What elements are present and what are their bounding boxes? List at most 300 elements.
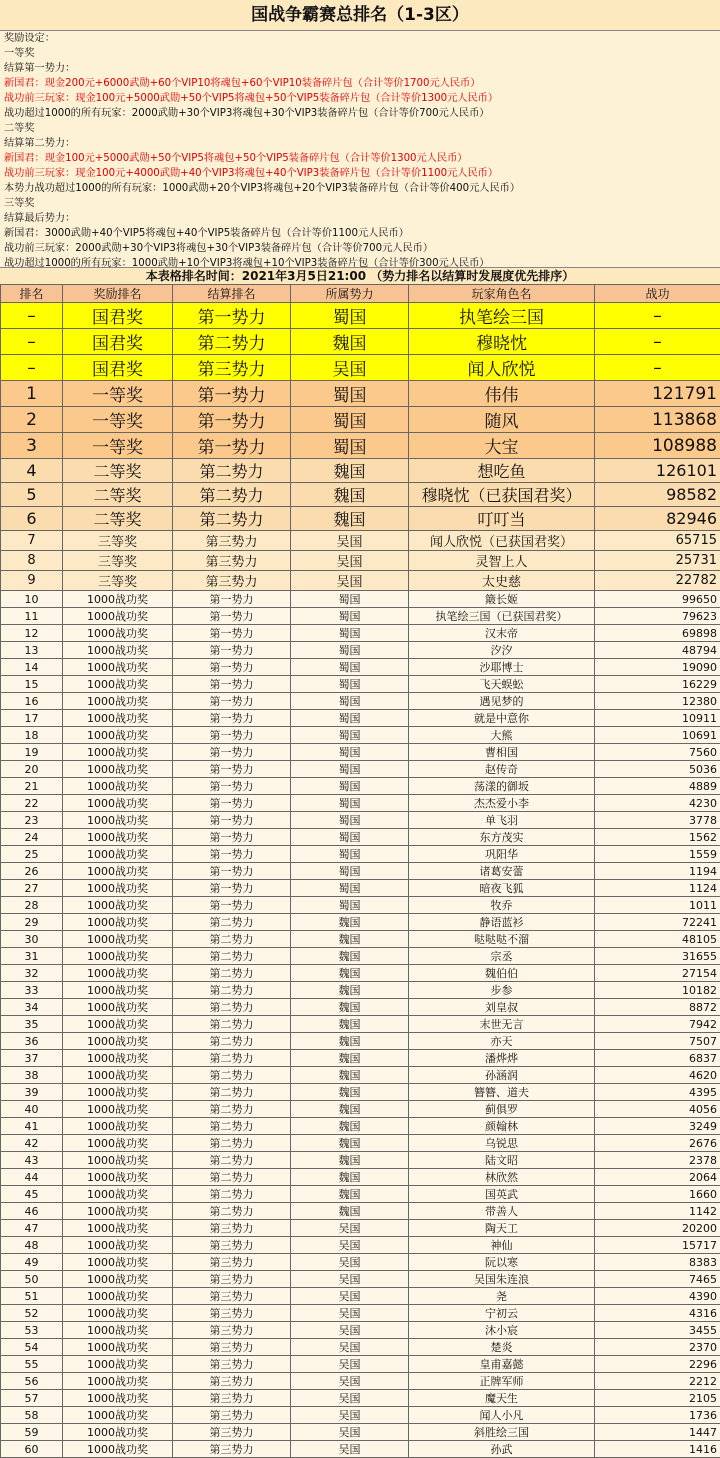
cell-rank: 5 [1,483,63,507]
table-row [1,965,720,982]
cell-player-name: 宁初云 [409,1305,595,1322]
cell-settle: 第一势力 [173,812,291,829]
cell-player-name: 闻人欣悦（已获国君奖） [409,531,595,551]
cell-player-name: 沙耶博士 [409,659,595,676]
cell-player-name: 乌锐思 [409,1135,595,1152]
cell-merit: 27154 [595,965,720,982]
table-row [1,863,720,880]
cell-faction: 魏国 [291,931,409,948]
cell-faction: 蜀国 [291,812,409,829]
cell-player-name: 大宝 [409,433,595,459]
cell-faction: 蜀国 [291,727,409,744]
cell-player-name: 赵传奇 [409,761,595,778]
cell-merit: 48105 [595,931,720,948]
cell-faction: 吴国 [291,1407,409,1424]
cell-settle: 第二势力 [173,948,291,965]
cell-rank: 49 [1,1254,63,1271]
table-row [1,1305,720,1322]
cell-player-name: 执笔绘三国 [409,303,595,329]
cell-faction: 吴国 [291,1441,409,1458]
cell-award: 1000战功奖 [63,1050,173,1067]
cell-settle: 第一势力 [173,659,291,676]
cell-player-name: 穆晓忱 [409,329,595,355]
cell-player-name: 东方茂实 [409,829,595,846]
rules-line: 战功超过1000的所有玩家：2000武勋+30个VIP3将魂包+30个VIP3装备碎片包（合计等价700元人民币） [4,106,716,121]
cell-settle: 第三势力 [173,1237,291,1254]
cell-merit: 121791 [595,381,720,407]
cell-settle: 第二势力 [173,1186,291,1203]
cell-merit: 113868 [595,407,720,433]
cell-merit: 22782 [595,571,720,591]
header-faction: 所属势力 [291,285,409,303]
cell-faction: 魏国 [291,948,409,965]
cell-rank: 52 [1,1305,63,1322]
cell-rank: 24 [1,829,63,846]
cell-award: 一等奖 [63,381,173,407]
cell-merit: 2370 [595,1339,720,1356]
table-row [1,1441,720,1458]
table-row [1,1101,720,1118]
cell-player-name: 汉末帝 [409,625,595,642]
cell-rank: 3 [1,433,63,459]
cell-merit: 5036 [595,761,720,778]
cell-merit: 3778 [595,812,720,829]
cell-faction: 蜀国 [291,303,409,329]
table-row [1,642,720,659]
cell-award: 1000战功奖 [63,608,173,625]
ranking-time-note: 本表格排名时间：2021年3月5日21:00 （势力排名以结算时发展度优先排序） [0,267,720,284]
rules-line: 结算第一势力： [4,61,716,76]
cell-rank: 1 [1,381,63,407]
cell-player-name: 哒哒哒不溜 [409,931,595,948]
cell-rank: 8 [1,551,63,571]
cell-award: 1000战功奖 [63,1067,173,1084]
table-row [1,1186,720,1203]
cell-player-name: 步参 [409,982,595,999]
cell-merit: 12380 [595,693,720,710]
cell-faction: 魏国 [291,1016,409,1033]
cell-award: 1000战功奖 [63,1169,173,1186]
cell-award: 1000战功奖 [63,1407,173,1424]
cell-settle: 第二势力 [173,507,291,531]
cell-faction: 魏国 [291,507,409,531]
cell-award: 1000战功奖 [63,591,173,608]
cell-award: 1000战功奖 [63,965,173,982]
cell-player-name: 陆文昭 [409,1152,595,1169]
cell-rank: 42 [1,1135,63,1152]
cell-settle: 第一势力 [173,625,291,642]
table-row [1,693,720,710]
cell-rank: 34 [1,999,63,1016]
cell-player-name: 就是中意你 [409,710,595,727]
cell-faction: 魏国 [291,1101,409,1118]
cell-rank: 10 [1,591,63,608]
cell-player-name: 随风 [409,407,595,433]
cell-merit: 10911 [595,710,720,727]
table-row [1,1356,720,1373]
rules-line: 新国君：现金200元+6000武勋+60个VIP10将魂包+60个VIP10装备碎片包（合计等价1700元人民币） [4,76,716,91]
cell-rank: 17 [1,710,63,727]
cell-faction: 蜀国 [291,381,409,407]
cell-player-name: 闻人欣悦 [409,355,595,381]
table-row [1,571,720,591]
table-row [1,459,720,483]
cell-award: 1000战功奖 [63,1271,173,1288]
cell-settle: 第三势力 [173,1373,291,1390]
cell-player-name: 孙武 [409,1441,595,1458]
table-row [1,812,720,829]
cell-faction: 吴国 [291,1322,409,1339]
table-row [1,551,720,571]
cell-settle: 第一势力 [173,693,291,710]
cell-faction: 吴国 [291,1220,409,1237]
cell-player-name: 荡漾的御坂 [409,778,595,795]
cell-settle: 第一势力 [173,863,291,880]
cell-faction: 魏国 [291,1203,409,1220]
cell-player-name: 楚炎 [409,1339,595,1356]
cell-settle: 第三势力 [173,1356,291,1373]
cell-faction: 吴国 [291,1390,409,1407]
cell-player-name: 灵智上人 [409,551,595,571]
cell-faction: 吴国 [291,1271,409,1288]
cell-rank: – [1,329,63,355]
table-row [1,710,720,727]
cell-award: 1000战功奖 [63,659,173,676]
cell-award: 1000战功奖 [63,931,173,948]
cell-faction: 蜀国 [291,761,409,778]
table-row [1,999,720,1016]
table-row [1,483,720,507]
cell-award: 1000战功奖 [63,693,173,710]
cell-faction: 蜀国 [291,625,409,642]
table-row [1,1067,720,1084]
table-row [1,381,720,407]
cell-faction: 吴国 [291,1424,409,1441]
table-row [1,329,720,355]
cell-player-name: 簪簪、道夫 [409,1084,595,1101]
cell-faction: 蜀国 [291,693,409,710]
cell-settle: 第二势力 [173,982,291,999]
cell-settle: 第二势力 [173,999,291,1016]
cell-settle: 第一势力 [173,591,291,608]
cell-award: 1000战功奖 [63,1033,173,1050]
cell-merit: 126101 [595,459,720,483]
table-row [1,846,720,863]
cell-settle: 第三势力 [173,551,291,571]
cell-rank: 51 [1,1288,63,1305]
table-row [1,507,720,531]
cell-faction: 魏国 [291,1135,409,1152]
table-row [1,1016,720,1033]
cell-award: 1000战功奖 [63,1322,173,1339]
cell-award: 1000战功奖 [63,880,173,897]
cell-award: 1000战功奖 [63,1305,173,1322]
cell-settle: 第二势力 [173,329,291,355]
table-row [1,1152,720,1169]
cell-rank: 32 [1,965,63,982]
cell-rank: 13 [1,642,63,659]
cell-merit: 1124 [595,880,720,897]
rules-line: 新国君：3000武勋+40个VIP5将魂包+40个VIP5装备碎片包（合计等价1100元人民币） [4,226,716,241]
cell-settle: 第一势力 [173,642,291,659]
cell-merit: – [595,303,720,329]
table-row [1,829,720,846]
cell-rank: 15 [1,676,63,693]
cell-award: 1000战功奖 [63,744,173,761]
cell-rank: 46 [1,1203,63,1220]
cell-rank: 23 [1,812,63,829]
cell-merit: 1562 [595,829,720,846]
cell-player-name: 斜胜绘三国 [409,1424,595,1441]
cell-rank: 38 [1,1067,63,1084]
cell-award: 1000战功奖 [63,676,173,693]
table-row [1,355,720,381]
cell-award: 1000战功奖 [63,625,173,642]
cell-player-name: 想吃鱼 [409,459,595,483]
cell-player-name: 魔天生 [409,1390,595,1407]
cell-settle: 第一势力 [173,744,291,761]
rules-line: 新国君：现金100元+5000武勋+50个VIP5将魂包+50个VIP5装备碎片包（合计等价1300元人民币） [4,151,716,166]
cell-player-name: 静语蓝衫 [409,914,595,931]
cell-award: 1000战功奖 [63,1237,173,1254]
cell-rank: 47 [1,1220,63,1237]
table-row [1,1271,720,1288]
cell-faction: 吴国 [291,1254,409,1271]
cell-award: 1000战功奖 [63,1118,173,1135]
cell-rank: 18 [1,727,63,744]
table-row [1,303,720,329]
cell-merit: 99650 [595,591,720,608]
cell-faction: 吴国 [291,1288,409,1305]
cell-merit: 4056 [595,1101,720,1118]
cell-faction: 魏国 [291,982,409,999]
cell-merit: 4889 [595,778,720,795]
cell-faction: 蜀国 [291,880,409,897]
cell-merit: 1559 [595,846,720,863]
cell-faction: 魏国 [291,483,409,507]
cell-award: 1000战功奖 [63,642,173,659]
cell-merit: 48794 [595,642,720,659]
table-row [1,1424,720,1441]
cell-merit: 4395 [595,1084,720,1101]
cell-faction: 蜀国 [291,608,409,625]
table-row [1,591,720,608]
rules-line: 战功前三玩家：2000武勋+30个VIP3将魂包+30个VIP3装备碎片包（合计等价700元人民币） [4,241,716,256]
cell-faction: 吴国 [291,355,409,381]
cell-merit: 2105 [595,1390,720,1407]
cell-award: 一等奖 [63,407,173,433]
cell-merit: 15717 [595,1237,720,1254]
cell-settle: 第三势力 [173,571,291,591]
cell-award: 1000战功奖 [63,795,173,812]
cell-rank: 11 [1,608,63,625]
cell-faction: 蜀国 [291,829,409,846]
cell-merit: – [595,329,720,355]
cell-settle: 第二势力 [173,1067,291,1084]
cell-merit: 2296 [595,1356,720,1373]
cell-faction: 蜀国 [291,676,409,693]
cell-award: 1000战功奖 [63,846,173,863]
cell-rank: 2 [1,407,63,433]
cell-player-name: 暗夜飞狐 [409,880,595,897]
header-merit: 战功 [595,285,720,303]
cell-player-name: 宗丞 [409,948,595,965]
cell-rank: 30 [1,931,63,948]
rules-line: 结算最后势力： [4,211,716,226]
cell-settle: 第一势力 [173,846,291,863]
cell-settle: 第二势力 [173,1050,291,1067]
cell-faction: 吴国 [291,551,409,571]
table-row [1,1237,720,1254]
header-settle: 结算排名 [173,285,291,303]
cell-player-name: 伟伟 [409,381,595,407]
cell-rank: 58 [1,1407,63,1424]
cell-award: 1000战功奖 [63,1288,173,1305]
table-row [1,1118,720,1135]
cell-award: 1000战功奖 [63,999,173,1016]
cell-faction: 魏国 [291,1084,409,1101]
cell-award: 1000战功奖 [63,727,173,744]
cell-rank: 57 [1,1390,63,1407]
cell-player-name: 蓟俱罗 [409,1101,595,1118]
cell-rank: – [1,355,63,381]
cell-player-name: 国英武 [409,1186,595,1203]
rules-line: 一等奖 [4,46,716,61]
cell-faction: 魏国 [291,1169,409,1186]
cell-merit: – [595,355,720,381]
rules-line: 三等奖 [4,196,716,211]
cell-settle: 第二势力 [173,1152,291,1169]
cell-award: 1000战功奖 [63,1186,173,1203]
cell-settle: 第三势力 [173,1424,291,1441]
cell-faction: 吴国 [291,1373,409,1390]
table-row [1,407,720,433]
table-row [1,914,720,931]
cell-settle: 第一势力 [173,433,291,459]
cell-rank: 50 [1,1271,63,1288]
table-row [1,433,720,459]
table-row [1,778,720,795]
cell-faction: 魏国 [291,1186,409,1203]
cell-rank: 19 [1,744,63,761]
cell-faction: 蜀国 [291,778,409,795]
table-row [1,1407,720,1424]
cell-merit: 3249 [595,1118,720,1135]
cell-merit: 25731 [595,551,720,571]
cell-faction: 蜀国 [291,744,409,761]
cell-rank: 7 [1,531,63,551]
cell-settle: 第一势力 [173,727,291,744]
cell-award: 1000战功奖 [63,863,173,880]
cell-rank: 43 [1,1152,63,1169]
cell-settle: 第一势力 [173,778,291,795]
cell-faction: 吴国 [291,1305,409,1322]
cell-award: 1000战功奖 [63,1152,173,1169]
cell-faction: 吴国 [291,571,409,591]
cell-player-name: 簸长姬 [409,591,595,608]
cell-faction: 蜀国 [291,795,409,812]
cell-settle: 第一势力 [173,829,291,846]
cell-merit: 69898 [595,625,720,642]
cell-faction: 魏国 [291,1118,409,1135]
cell-merit: 1011 [595,897,720,914]
cell-player-name: 潘烨烨 [409,1050,595,1067]
cell-player-name: 穆晓忱（已获国君奖） [409,483,595,507]
table-row [1,948,720,965]
cell-settle: 第一势力 [173,608,291,625]
table-header-row [1,285,720,303]
cell-faction: 蜀国 [291,407,409,433]
cell-award: 1000战功奖 [63,1135,173,1152]
cell-settle: 第三势力 [173,1441,291,1458]
cell-settle: 第三势力 [173,1322,291,1339]
cell-player-name: 太史慈 [409,571,595,591]
cell-settle: 第一势力 [173,795,291,812]
cell-faction: 魏国 [291,914,409,931]
rules-line: 结算第二势力： [4,136,716,151]
cell-faction: 魏国 [291,459,409,483]
table-row [1,1203,720,1220]
table-row [1,880,720,897]
cell-settle: 第二势力 [173,914,291,931]
cell-merit: 7507 [595,1033,720,1050]
cell-rank: 56 [1,1373,63,1390]
header-rank: 排名 [1,285,63,303]
cell-merit: 2378 [595,1152,720,1169]
cell-rank: 55 [1,1356,63,1373]
cell-award: 三等奖 [63,531,173,551]
cell-player-name: 末世无言 [409,1016,595,1033]
cell-merit: 7560 [595,744,720,761]
cell-settle: 第三势力 [173,531,291,551]
cell-player-name: 诸葛安蕾 [409,863,595,880]
rules-line: 战功前三玩家：现金100元+5000武勋+50个VIP5将魂包+50个VIP5装备碎片包（合计等价1300元人民币） [4,91,716,106]
cell-faction: 蜀国 [291,642,409,659]
cell-player-name: 执笔绘三国（已获国君奖） [409,608,595,625]
cell-rank: 53 [1,1322,63,1339]
cell-merit: 3455 [595,1322,720,1339]
cell-settle: 第三势力 [173,1407,291,1424]
cell-settle: 第二势力 [173,1033,291,1050]
cell-player-name: 吴国朱连浪 [409,1271,595,1288]
cell-faction: 魏国 [291,965,409,982]
table-row [1,1050,720,1067]
cell-award: 1000战功奖 [63,948,173,965]
cell-award: 国君奖 [63,303,173,329]
cell-player-name: 闻人小凡 [409,1407,595,1424]
cell-settle: 第三势力 [173,1288,291,1305]
cell-settle: 第二势力 [173,1169,291,1186]
cell-settle: 第一势力 [173,880,291,897]
rules-line: 战功前三玩家：现金100元+4000武勋+40个VIP3将魂包+40个VIP3装备碎片包（合计等价1100元人民币） [4,166,716,181]
cell-award: 1000战功奖 [63,1424,173,1441]
cell-settle: 第三势力 [173,355,291,381]
cell-merit: 4390 [595,1288,720,1305]
cell-player-name: 尧 [409,1288,595,1305]
cell-merit: 4230 [595,795,720,812]
cell-player-name: 刘皇叔 [409,999,595,1016]
cell-award: 1000战功奖 [63,1390,173,1407]
cell-player-name: 曹相国 [409,744,595,761]
cell-award: 1000战功奖 [63,1441,173,1458]
cell-award: 国君奖 [63,355,173,381]
cell-faction: 吴国 [291,1237,409,1254]
cell-faction: 蜀国 [291,897,409,914]
table-row [1,727,720,744]
table-row [1,1135,720,1152]
cell-merit: 10691 [595,727,720,744]
cell-rank: 59 [1,1424,63,1441]
